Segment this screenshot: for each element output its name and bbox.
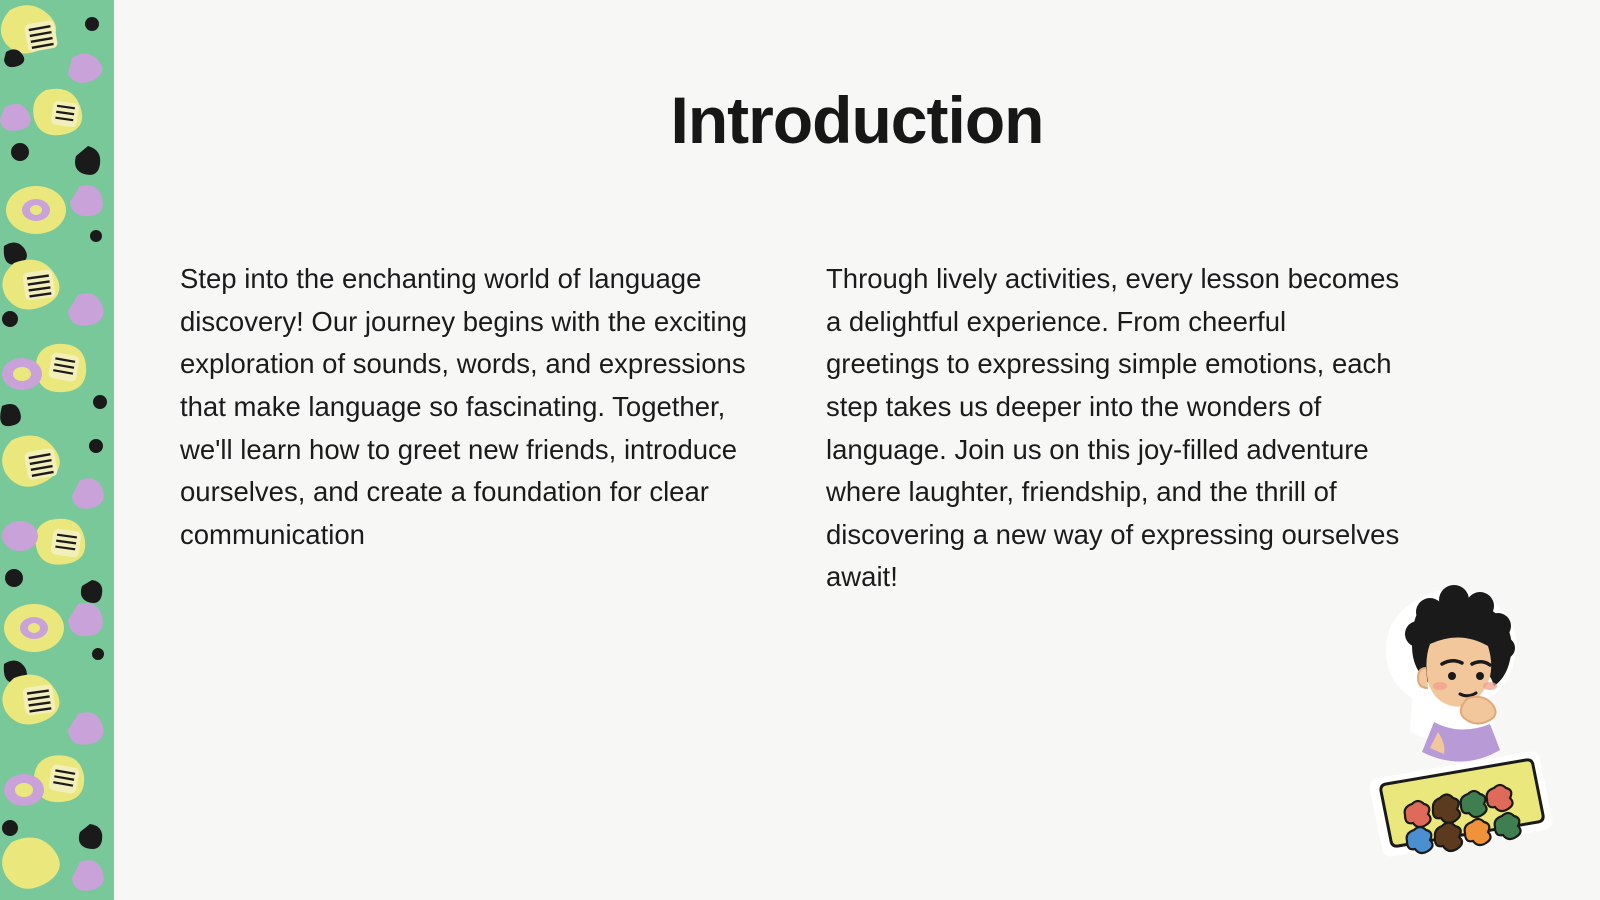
abstract-pattern-band bbox=[0, 0, 114, 900]
body-columns bbox=[180, 258, 1400, 599]
page-title: Introduction bbox=[670, 83, 1044, 157]
paragraph-left: Step into the enchanting world of language discovery! Our journey begins with the exciting exploration of sounds, words, and expressions that make language so fascinating. Together, we'll learn how to greet new friends, introduce ourselves, and create a foundation for clear communication bbox=[180, 263, 748, 550]
paragraph-right: Through lively activities, every lesson becomes a delightful experience. From cheerful greetings to expressing simple emotions, each step takes us deeper into the wonders of language. Join us on this joy-filled adventure where laughter, friendship, and the thrill of discovering a new way of expressing ourselves await! bbox=[826, 263, 1400, 593]
child-with-puzzle-sticker bbox=[1356, 572, 1566, 872]
